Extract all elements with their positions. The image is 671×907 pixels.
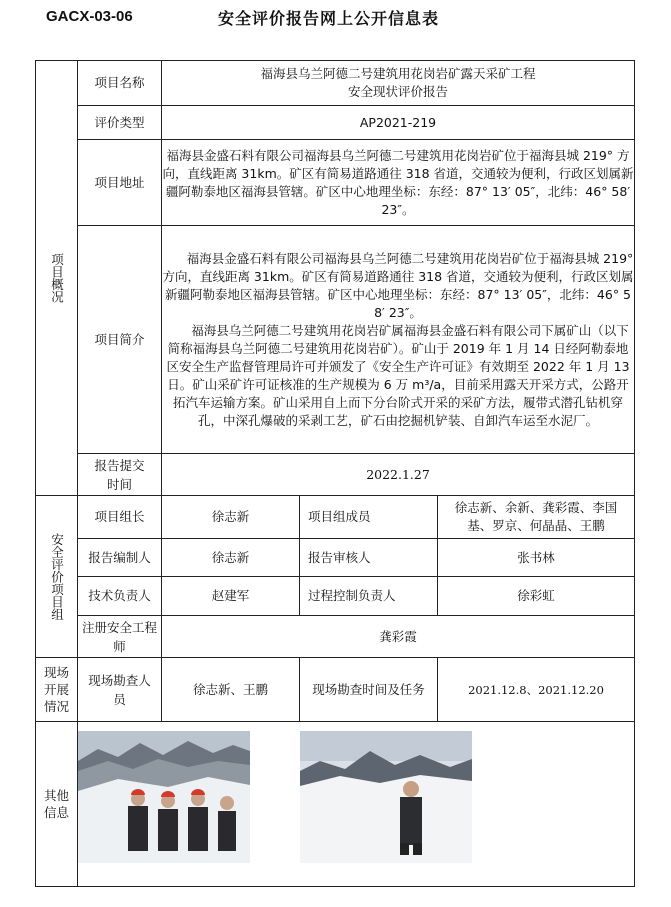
section-overview-label: 项目概况 — [49, 253, 65, 303]
project-intro-paragraph-2: 福海县乌兰阿德二号建筑用花岗岩矿属福海县金盛石料有限公司下属矿山（以下简称福海县乌兰阿德二号建筑用花岗岩矿）。矿山于 2019 年 1 月 14 日经阿勒泰地区安全生产监督管理局许可并颁发了《安全生产许可证》有效期至 2022 年 1 月 13 日。矿山采矿许可证核准的生产规模为 6 万 m³/a，目前采用露天开采方式，公路开拓汽车运输方案。矿山采用自上而下分台阶式开采的采矿方法，履带式潜孔钻机穿孔，中深孔爆破的采剥工艺，矿石由挖掘机铲装、自卸汽车运至水泥厂。 — [166, 322, 630, 428]
process-control-label: 过程控制负责人 — [300, 577, 438, 616]
section-other — [36, 722, 78, 887]
site-time-label: 现场勘查时间及任务 — [300, 658, 438, 722]
safety-engineer-label-cell — [78, 616, 162, 658]
eval-type-value: AP2021-219 — [162, 106, 635, 140]
team-members-value: 徐志新、余新、龚彩霞、李国基、罗京、何晶晶、王鹏 — [438, 496, 635, 539]
team-leader-value: 徐志新 — [162, 496, 300, 539]
team-leader-label: 项目组长 — [78, 496, 162, 539]
report-date-label: 报告提交时间 — [94, 457, 145, 492]
tech-lead-value: 赵建军 — [162, 577, 300, 616]
section-other-label: 其他信息 — [43, 788, 69, 820]
safety-engineer-label: 注册安全工程师 — [81, 619, 157, 654]
project-name-cell — [162, 61, 635, 106]
section-site — [36, 658, 78, 722]
project-name-line2: 安全现状评价报告 — [348, 84, 449, 99]
team-members-label: 项目组成员 — [300, 496, 438, 539]
tech-lead-label: 技术负责人 — [78, 577, 162, 616]
report-reviewer-value: 张书林 — [438, 539, 635, 577]
project-name-label: 项目名称 — [78, 61, 162, 106]
site-time-value: 2021.12.8、2021.12.20 — [438, 658, 635, 722]
project-intro-paragraph-1: 福海县金盛石料有限公司福海县乌兰阿德二号建筑用花岗岩矿位于福海县城 219° 方向，直线距离 31km。矿区有简易道路通往 318 省道，交通较为便利，行政区划属新疆阿勒泰地区福海县管辖。矿区中心地理坐标：东经：87° 13′ 05″，北纬：46° 58′ 23″。 — [162, 250, 634, 320]
eval-type-label: 评价类型 — [78, 106, 162, 140]
project-address-label: 项目地址 — [78, 140, 162, 226]
photos-cell — [78, 722, 635, 887]
info-table — [35, 60, 635, 887]
report-compiler-value: 徐志新 — [162, 539, 300, 577]
report-compiler-label: 报告编制人 — [78, 539, 162, 577]
group-photo — [78, 731, 250, 863]
report-reviewer-label: 报告审核人 — [300, 539, 438, 577]
person-photo-snow-mountain-icon — [300, 731, 472, 863]
group-photo-snow-mountain-icon — [78, 731, 250, 863]
project-address-value: 福海县金盛石料有限公司福海县乌兰阿德二号建筑用花岗岩矿位于福海县城 219° 方向，直线距离 31km。矿区有简易道路通往 318 省道，交通较为便利，行政区划属新疆阿勒泰地区福海县管辖。矿区中心地理坐标：东经：87° 13′ 05″，北纬：46° 58′ 23″。 — [162, 140, 635, 226]
report-date-value: 2022.1.27 — [162, 454, 635, 496]
report-date-label-cell — [78, 454, 162, 496]
site-surveyor-value: 徐志新、王鹏 — [162, 658, 300, 722]
section-overview — [36, 61, 78, 496]
person-photo — [300, 731, 472, 863]
process-control-value: 徐彩虹 — [438, 577, 635, 616]
document-title: 安全评价报告网上公开信息表 — [218, 9, 440, 28]
section-team — [36, 496, 78, 658]
site-surveyor-label-cell — [78, 658, 162, 722]
project-name-line1: 福海县乌兰阿德二号建筑用花岗岩矿露天采矿工程 — [260, 66, 536, 81]
project-intro-label: 项目简介 — [78, 226, 162, 454]
document-code: GACX-03-06 — [46, 8, 133, 25]
site-surveyor-label: 现场勘查人员 — [88, 672, 151, 707]
section-site-label: 现场开展情况 — [43, 665, 69, 714]
project-intro-cell — [162, 226, 635, 454]
safety-engineer-value: 龚彩霞 — [162, 616, 635, 658]
section-team-label: 安全评价项目组 — [49, 532, 65, 621]
